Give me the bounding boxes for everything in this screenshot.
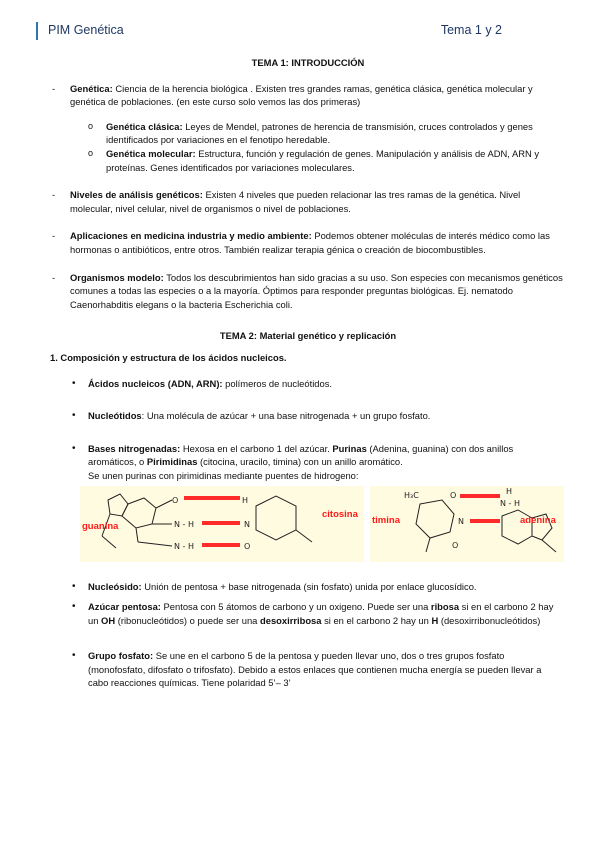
atom-n: N [244, 520, 250, 530]
definition: Unión de pentosa + base nitrogenada (sin fosfato) unida por enlace glucosídico. [141, 581, 477, 593]
bullet-azucar [52, 600, 564, 627]
bullet-marker: • [72, 601, 76, 613]
definition: Podemos obtener moléculas de interés médico como las hormonas o antibióticos, entre otros. También realizar terapia génica o creación de biocombustibles. [70, 230, 550, 255]
hydrogen-bond-3 [202, 543, 240, 547]
bullet-marker: • [72, 442, 76, 454]
sub-list [70, 120, 564, 174]
hydrogen-bond-2 [202, 521, 240, 525]
term: Nucleósido: [88, 581, 142, 593]
dash-marker: - [52, 189, 56, 201]
tema2-title: TEMA 2: Material genético y replicación [219, 330, 397, 342]
text: (Adenina, guanina) con dos anillos aromáticos, o [88, 442, 514, 468]
header-course: PIM Genética [48, 23, 124, 37]
text: Pentosa con 5 átomos de carbono y un oxigeno. Puede ser una [160, 601, 431, 613]
atom-h3c: H₃C [404, 491, 419, 501]
h-term: H [431, 614, 439, 626]
text: si en el carbono 2 hay un [88, 601, 554, 626]
hydrogen-bond-1 [184, 496, 240, 500]
bullet-nucleotidos [52, 409, 564, 423]
atom-h-a: H [506, 487, 513, 497]
dash-marker: - [52, 271, 56, 283]
definition: Estructura, función y regulación de genes. Manipulación y análisis de ADN, ARN y proteínas. Genes identificados por variaciones moleculares. [106, 147, 540, 173]
subitem-genetica-clasica [70, 120, 564, 147]
header-topic: Tema 1 y 2 [440, 23, 502, 37]
bullet-nucleosido [52, 580, 564, 594]
atom-nh: N - H [174, 520, 194, 530]
label-adenina: adenina [520, 515, 556, 527]
definition: Se une en el carbono 5 de la pentosa y pueden llevar uno, dos o tres grupos fosfato (monofosfato, difosfato o trifosfato). Debido a estos enlaces que contienen mucha energía se pueden llevar a cabo reacciones químicas. Tiene polaridad 5’– 3’ [88, 650, 542, 689]
atom-o-t: O [450, 491, 457, 501]
term: Bases nitrogenadas: [88, 442, 181, 454]
term: Genética clásica: [106, 120, 183, 132]
ribosa-term: ribosa [430, 601, 460, 613]
item-niveles [52, 188, 564, 215]
atom-o: O [172, 496, 179, 506]
bullet-fosfato [52, 649, 564, 690]
term: Organismos modelo: [70, 271, 164, 283]
page-header [36, 22, 564, 40]
text: (desoxirribonucleótidos) [438, 614, 541, 626]
item-genetica [52, 82, 564, 175]
term: Niveles de análisis genéticos: [70, 189, 203, 201]
term: Genética molecular: [106, 147, 196, 159]
definition: Existen 4 niveles que pueden relacionar las tres ramas de la genética. Nivel molecular, nivel celular, nivel de organismos o nivel de poblaciones. [70, 189, 521, 214]
atom-h: H [242, 496, 249, 506]
oh-term: OH [101, 614, 116, 626]
label-citosina: citosina [322, 509, 358, 521]
bullet-marker: • [72, 581, 76, 593]
item-aplicaciones [52, 229, 564, 256]
label-guanina: guanina [82, 521, 119, 533]
term: Aplicaciones en medicina industria y medio ambiente: [70, 230, 312, 242]
hydrogen-bond-5 [470, 519, 500, 523]
dash-marker: - [52, 230, 56, 242]
bullet-bases [52, 442, 564, 483]
atom-o-2: O [244, 542, 251, 552]
base-pairing-figures [52, 486, 564, 564]
text: Hexosa en el carbono 1 del azúcar. [180, 442, 333, 454]
section-heading: 1. Composición y estructura de los ácidos nucleicos. [50, 351, 287, 363]
text: (citocina, uracilo, timina) con un anillo aromático. [197, 456, 403, 468]
atom-nh-2: N - H [174, 542, 194, 552]
definition: Ciencia de la herencia biológica . Existen tres grandes ramas, genética clásica, genética molecular y genética de poblaciones. (en este curso solo vemos las dos primeras) [70, 82, 533, 108]
subitem-genetica-molecular [70, 147, 564, 174]
text: (ribonucleótidos) o puede ser una [115, 614, 260, 626]
term: Genética: [70, 82, 113, 94]
term: Grupo fosfato: [88, 650, 154, 662]
text: si en el carbono 2 hay un [321, 614, 432, 626]
atom-nh-a: N - H [500, 499, 520, 509]
item-organismos [52, 271, 564, 312]
gc-structure-diagram [80, 486, 364, 562]
definition: Leyes de Mendel, patrones de herencia de transmisión, cruces controlados y genes identificados por variaciones en el fenotipo heredable. [106, 120, 533, 146]
bases-line2: Se unen purinas con pirimidinas mediante puentes de hidrogeno: [88, 469, 359, 481]
definition: polímeros de nucleótidos. [222, 377, 333, 389]
term: Azúcar pentosa: [88, 601, 161, 613]
term: Ácidos nucleicos (ADN, ARN): [88, 377, 223, 389]
desoxirribosa-term: desoxirribosa [260, 614, 322, 626]
guanine-cytosine-figure [80, 486, 364, 562]
circle-marker: o [88, 120, 94, 131]
circle-marker: o [88, 147, 94, 158]
bullet-acidos [52, 377, 564, 391]
hydrogen-bond-4 [460, 494, 500, 498]
dash-marker: - [52, 82, 56, 94]
pirimidinas-term: Pirimidinas [146, 456, 198, 468]
term: Nucleótidos [88, 410, 142, 422]
header-accent-bar [36, 22, 38, 40]
thymine-adenine-figure [370, 486, 564, 562]
atom-o-t2: O [452, 541, 459, 551]
document-body [52, 56, 564, 709]
bullet-marker: • [72, 377, 76, 389]
atom-n-t: N [458, 517, 464, 527]
purinas-term: Purinas [332, 442, 367, 454]
definition: Todos los descubrimientos han sido gracias a su uso. Son especies con mecanismos genéticos comunes a todas las especies o a la mayoría. Óptimos para responder preguntas biológicas. Ej. nematodo Caenorhabditis elegans o la bacteria Escherichia coli. [70, 271, 563, 310]
label-timina: timina [372, 515, 400, 527]
bullet-marker: • [72, 650, 76, 662]
bullet-marker: • [72, 410, 76, 422]
definition: : Una molécula de azúcar + una base nitrogenada + un grupo fosfato. [141, 410, 431, 422]
tema1-title: TEMA 1: INTRODUCCIÓN [251, 57, 365, 68]
